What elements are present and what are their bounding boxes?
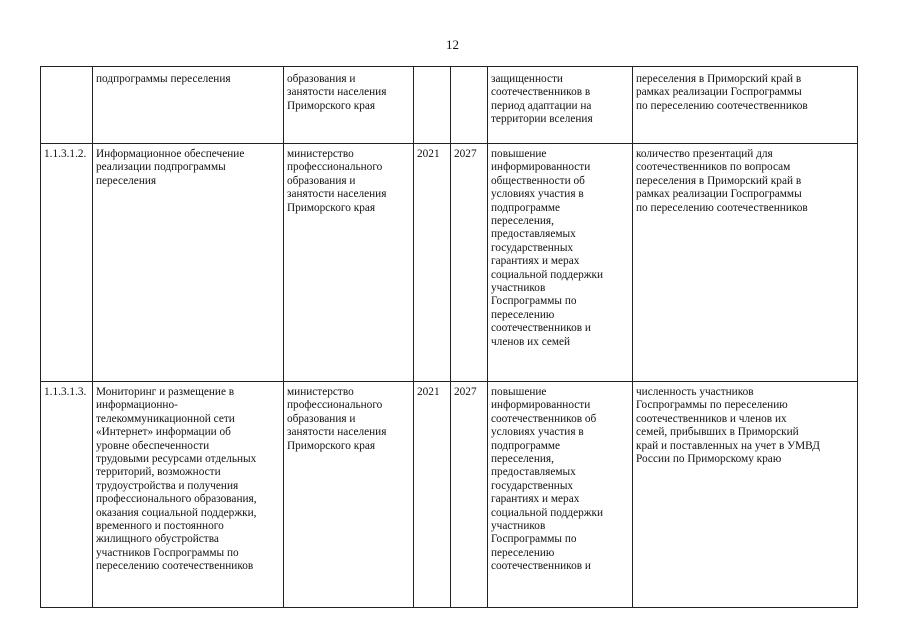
table-row — [41, 382, 858, 608]
cell-text — [96, 148, 280, 188]
text-line: переселению — [491, 546, 555, 559]
item-number-cell — [41, 67, 93, 144]
text-line: гарантиях и мерах — [491, 493, 580, 506]
text-line: предоставляемых — [491, 228, 576, 241]
text-line: соотечественников в — [491, 86, 591, 99]
text-line: переселению — [491, 308, 555, 321]
text-line: жилищного обустройства — [96, 533, 219, 546]
text-line: по переселению соотечественников — [636, 201, 808, 214]
text-line: территории вселения — [491, 113, 593, 126]
expected-result-cell — [488, 382, 633, 608]
cell-text: 2021 — [417, 148, 440, 160]
expected-result-cell — [488, 144, 633, 382]
text-line: повышение — [491, 386, 547, 398]
text-line: образования и — [287, 174, 356, 187]
text-line: соотечественников и — [491, 322, 591, 335]
text-line: временного и постоянного — [96, 520, 224, 533]
measure-name-cell — [93, 144, 284, 382]
indicator-cell — [633, 144, 858, 382]
text-line: занятости населения — [287, 86, 387, 99]
cell-text — [96, 73, 280, 86]
text-line: Приморского края — [287, 99, 376, 112]
text-line: образования и — [287, 412, 356, 425]
text-line: семей, прибывших в Приморский — [636, 426, 799, 439]
year-end-cell — [451, 382, 488, 608]
cell-text: 1.1.3.1.3. — [44, 386, 87, 398]
text-line: по переселению соотечественников — [636, 99, 808, 112]
cell-text: 1.1.3.1.2. — [44, 148, 87, 160]
text-line: численность участников — [636, 386, 754, 398]
table-body — [41, 67, 858, 608]
text-line: информированности — [491, 161, 591, 174]
text-line: трудоустройства и получения — [96, 479, 239, 492]
text-line: рамках реализации Госпрограммы — [636, 86, 802, 99]
cell-text — [287, 148, 410, 215]
cell-text — [491, 73, 629, 127]
text-line: Госпрограммы по переселению — [636, 399, 788, 412]
text-line: территорий, возможности — [96, 466, 221, 479]
text-line: Информационное обеспечение — [96, 148, 245, 160]
executor-cell — [284, 144, 414, 382]
year-start-cell — [414, 144, 451, 382]
text-line: защищенности — [491, 73, 563, 85]
text-line: переселения — [96, 174, 157, 187]
year-start-cell — [414, 382, 451, 608]
text-line: министерство — [287, 386, 354, 398]
text-line: информированности — [491, 399, 591, 412]
text-line: соотечественников по вопросам — [636, 161, 791, 174]
text-line: край и поставленных на учет в УМВД — [636, 439, 820, 452]
text-line: переселения, — [491, 453, 554, 466]
text-line: условиях участия в — [491, 188, 584, 201]
table-row — [41, 144, 858, 382]
text-line: телекоммуникационной сети — [96, 412, 235, 425]
text-line: рамках реализации Госпрограммы — [636, 188, 802, 201]
text-line: трудовыми ресурсами отдельных — [96, 453, 257, 466]
text-line: соотечественников и членов их — [636, 412, 787, 425]
text-line: переселению соотечественников — [96, 560, 254, 573]
executor-cell — [284, 382, 414, 608]
cell-text: 2021 — [417, 386, 440, 398]
text-line: участников — [491, 282, 546, 295]
item-number-cell — [41, 144, 93, 382]
year-end-cell — [451, 144, 488, 382]
text-line: гарантиях и мерах — [491, 255, 580, 268]
text-line: количество презентаций для — [636, 148, 773, 160]
text-line: подпрограммы переселения — [96, 73, 231, 85]
text-line: государственных — [491, 241, 574, 254]
text-line: условиях участия в — [491, 426, 584, 439]
text-line: Приморского края — [287, 439, 376, 452]
text-line: переселения в Приморский край в — [636, 174, 802, 187]
text-line: Мониторинг и размещение в — [96, 386, 235, 398]
cell-text — [636, 386, 854, 466]
text-line: образования и — [287, 73, 356, 85]
text-line: участников Госпрограммы по — [96, 546, 239, 559]
cell-text: 2027 — [454, 148, 477, 160]
cell-text — [491, 386, 629, 574]
executor-cell — [284, 67, 414, 144]
text-line: профессионального — [287, 161, 383, 174]
text-line: уровне обеспеченности — [96, 439, 210, 452]
cell-text: 2027 — [454, 386, 477, 398]
measure-name-cell — [93, 382, 284, 608]
cell-text — [287, 73, 410, 113]
text-line: членов их семей — [491, 335, 571, 348]
text-line: Госпрограммы по — [491, 295, 577, 308]
text-line: подпрограмме — [491, 201, 561, 214]
measure-name-cell — [93, 67, 284, 144]
text-line: «Интернет» информации об — [96, 426, 231, 439]
measures-table — [40, 66, 858, 608]
text-line: Приморского края — [287, 201, 376, 214]
indicator-cell — [633, 382, 858, 608]
year-end-cell — [451, 67, 488, 144]
text-line: реализации подпрограммы — [96, 161, 226, 174]
text-line: социальной поддержки — [491, 268, 604, 281]
text-line: информационно- — [96, 399, 178, 412]
text-line: занятости населения — [287, 188, 387, 201]
expected-result-cell — [488, 67, 633, 144]
cell-text — [287, 386, 410, 453]
text-line: общественности об — [491, 174, 585, 187]
text-line: профессионального образования, — [96, 493, 257, 506]
page-number: 12 — [446, 37, 459, 52]
text-line: соотечественников об — [491, 412, 597, 425]
indicator-cell — [633, 67, 858, 144]
text-line: участников — [491, 520, 546, 533]
cell-text — [96, 386, 280, 574]
cell-text — [491, 148, 629, 349]
text-line: переселения в Приморский край в — [636, 73, 802, 85]
text-line: Госпрограммы по — [491, 533, 577, 546]
text-line: социальной поддержки — [491, 506, 604, 519]
text-line: переселения, — [491, 215, 554, 228]
table-row — [41, 67, 858, 144]
text-line: оказания социальной поддержки, — [96, 506, 257, 519]
item-number-cell — [41, 382, 93, 608]
cell-text — [636, 148, 854, 215]
text-line: предоставляемых — [491, 466, 576, 479]
text-line: соотечественников и — [491, 560, 591, 573]
year-start-cell — [414, 67, 451, 144]
text-line: период адаптации на — [491, 99, 592, 112]
text-line: профессионального — [287, 399, 383, 412]
text-line: занятости населения — [287, 426, 387, 439]
text-line: России по Приморскому краю — [636, 453, 782, 466]
text-line: министерство — [287, 148, 354, 160]
text-line: повышение — [491, 148, 547, 160]
text-line: государственных — [491, 479, 574, 492]
text-line: подпрограмме — [491, 439, 561, 452]
cell-text — [636, 73, 854, 113]
